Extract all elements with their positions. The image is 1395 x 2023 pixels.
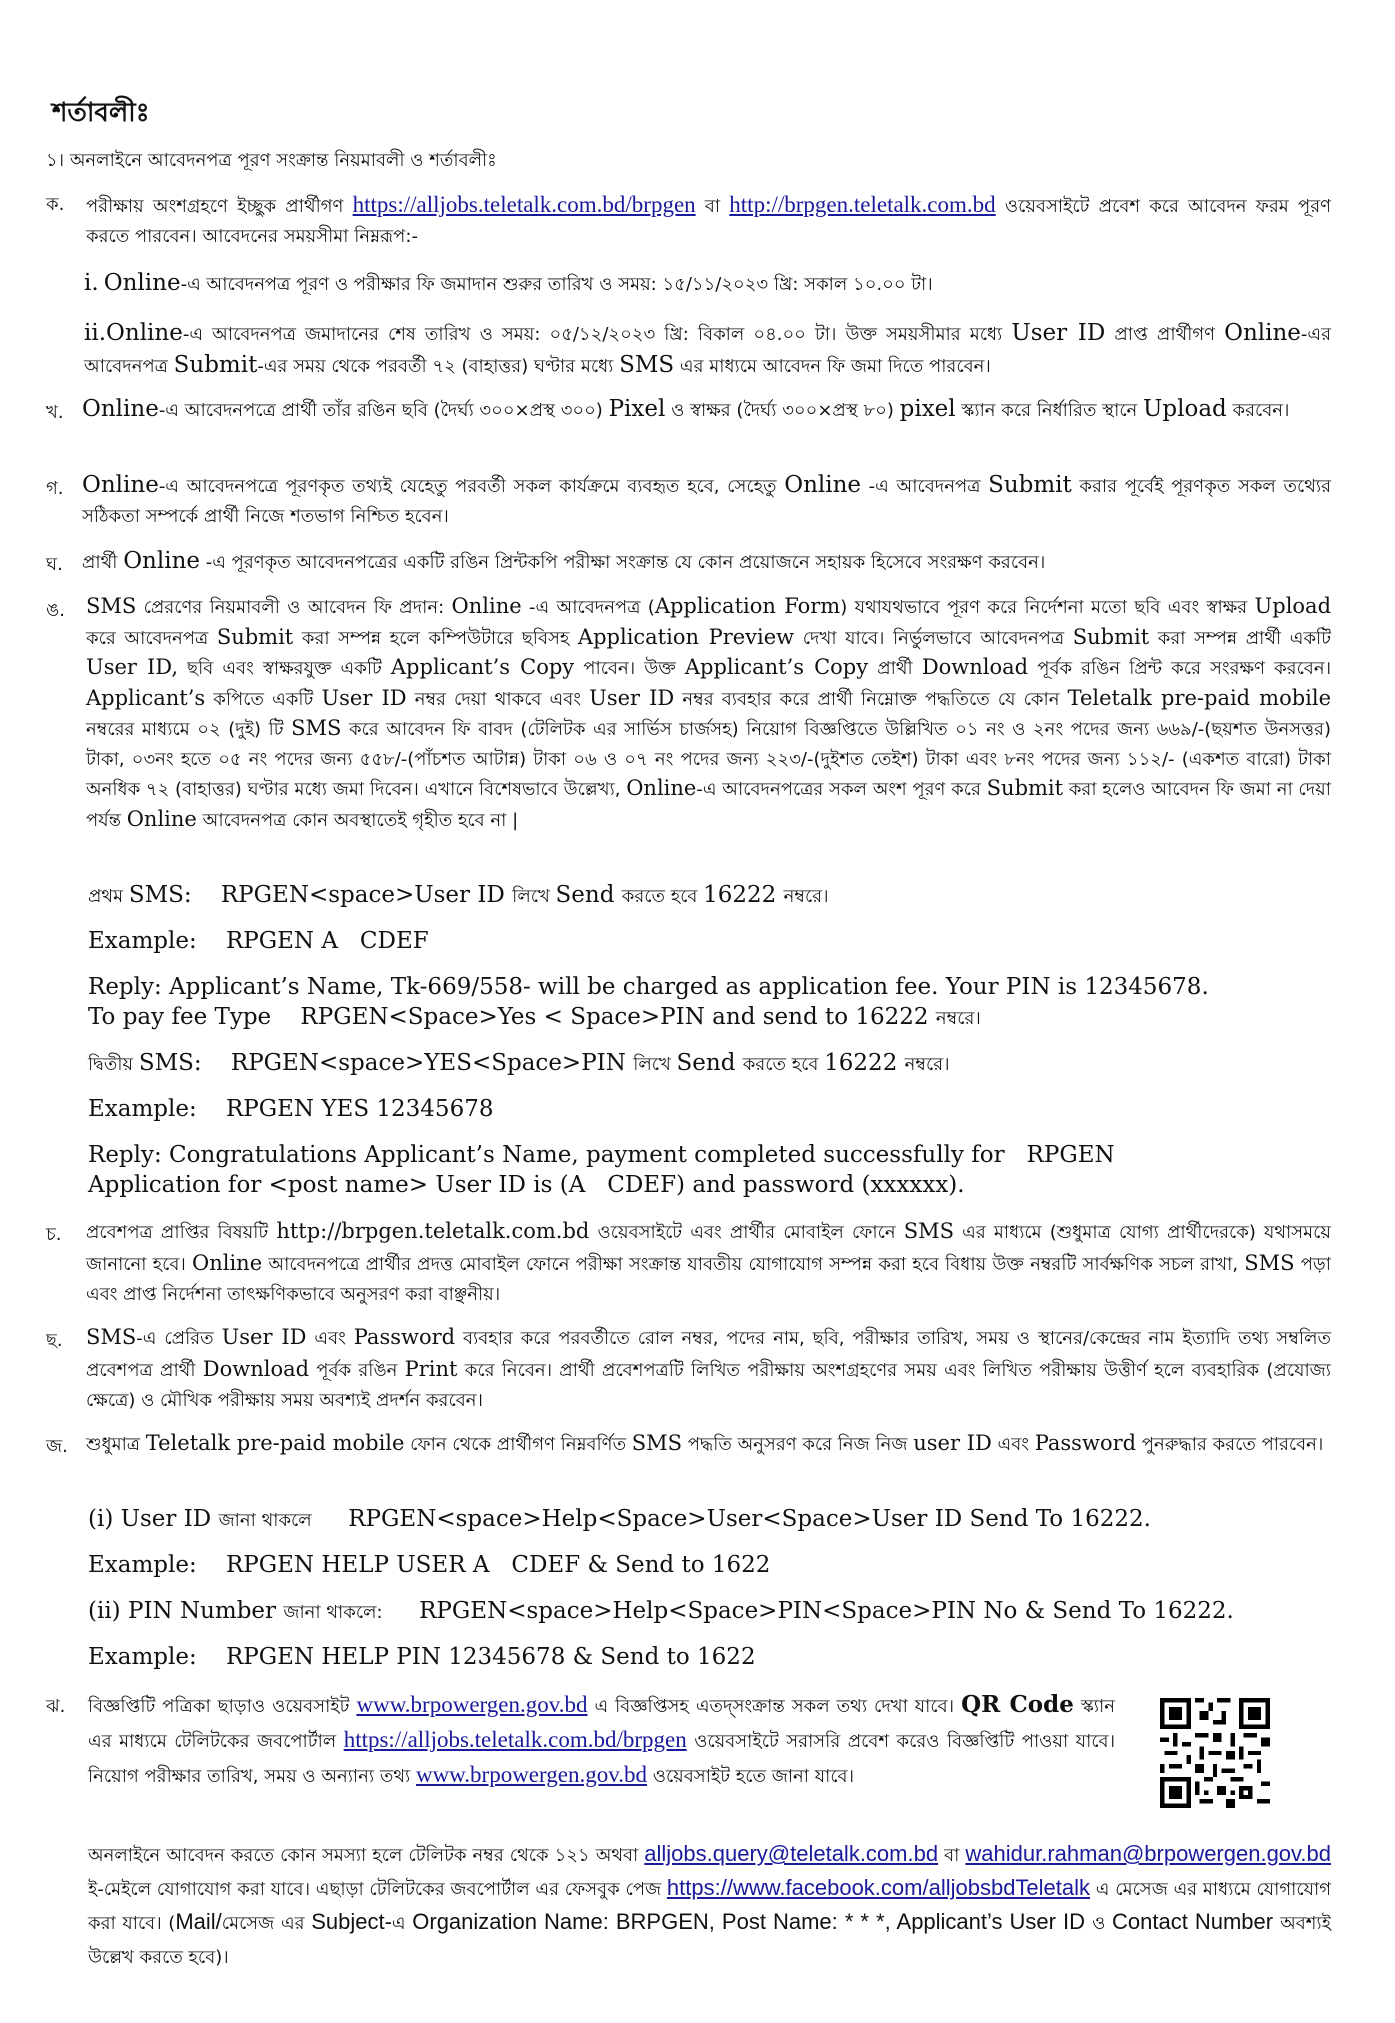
example-4: Example: RPGEN HELP PIN 12345678 & Send to 1622 xyxy=(88,1644,756,1670)
alljobs-link[interactable]: https://alljobs.teletalk.com.bd/brpgen xyxy=(343,1727,687,1752)
clause-label: ক. xyxy=(46,194,65,215)
clause-label: ছ. xyxy=(46,1330,63,1351)
clause-ja: জ. শুধুমাত্র Teletalk pre-paid mobile ফোন থেকে প্রার্থীগণ নিম্নবর্ণিত SMS পদ্ধতি অনুসরণ করে নিজ নিজ user ID এবং Password পুনরুদ্ধার করতে পারবেন। xyxy=(46,1428,1331,1460)
alljobs-link[interactable]: https://alljobs.teletalk.com.bd/brpgen xyxy=(352,192,696,217)
reply-1-line-2: To pay fee Type RPGEN<Space>Yes < Space>PIN and send to 16222 নম্বরে। xyxy=(88,1004,981,1030)
facebook-page-link[interactable]: https://www.facebook.com/alljobsbdTeletalk xyxy=(666,1875,1091,1900)
clause-label: চ. xyxy=(46,1224,62,1245)
reply-1-line-1: Reply: Applicant’s Name, Tk-669/558- will be charged as application fee. Your PIN is 12345678. xyxy=(88,974,1209,1000)
clause-uma: ঙ. SMS প্রেরণের নিয়মাবলী ও আবেদন ফি প্রদান: Online -এ আবেদনপত্র (Application Form) যথাযথভাবে পূরণ করে নির্দেশনা মতো ছবি এবং স্বাক্ষর Upload করে আবেদনপত্র Submit করা সম্পন্ন হলে কম্পিউটারে ছবিসহ Application Preview দেখা যাবে। নির্ভুলভাবে আবেদনপত্র Submit করা সম্পন্ন প্রার্থী একটি User ID, ছবি এবং স্বাক্ষরযুক্ত একটি Applicant’s Copy পাবেন। উক্ত Applicant’s Copy প্রার্থী Download পূর্বক রঙিন প্রিন্ট করে সংরক্ষণ করবেন। Applicant’s কপিতে একটি User ID নম্বর দেয়া থাকবে এবং User ID নম্বর ব্যবহার করে প্রার্থী নিম্নোক্ত পদ্ধতিতে যে কোন Teletalk pre-paid mobile নম্বরের মাধ্যমে ০২ (দুই) টি SMS করে আবেদন ফি বাবদ (টেলিটক এর সার্ভিস চার্জসহ) নিয়োগ বিজ্ঞপ্তিতে উল্লিখিত ০১ নং ও ২নং পদের জন্য ৬৬৯/-(ছয়শত উনসত্তর) টাকা, ০৩নং হতে ০৫ নং পদের জন্য ৫৫৮/-(পাঁচশত আটান্ন) টাকা ০৬ ও ০৭ নং পদের জন্য ২২৩/-(দুইশত তেইশ) টাকা এবং ৮নং পদের জন্য ১১২/- (একশত বারো) টাকা অনধিক ৭২ (বাহাত্তর) ঘণ্টার মধ্যে জমা দিবেন। এখানে বিশেষভাবে উল্লেখ্য, Online-এ আবেদনপত্রের সকল অংশ পূরণ করে Submit করা হলেও আবেদন ফি জমা না দেয়া পর্যন্ত Online আবেদনপত্র কোন অবস্থাতেই গৃহীত হবে না | xyxy=(46,594,1332,831)
recover-user-id: (i) User ID জানা থাকলে RPGEN<space>Help<Space>User<Space>User ID Send To 16222. xyxy=(88,1506,1151,1532)
example-3: Example: RPGEN HELP USER A CDEF & Send to 1622 xyxy=(88,1552,771,1578)
clause-kha: খ. Online-এ আবেদনপত্রে প্রার্থী তাঁর রঙিন ছবি (দৈর্ঘ্য ৩০০×প্রস্থ ৩০০) Pixel ও স্বাক্ষর (দৈর্ঘ্য ৩০০×প্রস্থ ৮০) pixel স্ক্যান করে নির্ধারিত স্থানে Upload করবেন। xyxy=(46,394,1331,426)
brpgen-link[interactable]: http://brpgen.teletalk.com.bd xyxy=(729,192,996,217)
contact-footer: অনলাইনে আবেদন করতে কোন সমস্যা হলে টেলিটক নম্বর থেকে ১২১ অথবা alljobs.query@teletalk.com.bd বা wahidur.rahman@brpowergen.gov.bd ই-মেইলে যোগাযোগ করা যাবে। এছাড়া টেলিটকের জবপোর্টাল এর ফেসবুক পেজ https://www.facebook.com/alljobsbdTeletalk এ মেসেজ এর মাধ্যমে যোগাযোগ করা যাবে। (Mail/মেসেজ এর Subject-এ Organization Name: BRPGEN, Post Name: * * *, Applicant’s User ID ও Contact Number অবশ্যই উল্লেখ করতে হবে)। xyxy=(88,1841,1331,1968)
clause-jha: ঝ. বিজ্ঞপ্তিটি পত্রিকা ছাড়াও ওয়েবসাইট www.brpowergen.gov.bd এ বিজ্ঞপ্তিসহ এতদ্সংক্রান্ত সকল তথ্য দেখা যাবে। QR Code স্ক্যান এর মাধ্যমে টেলিটকের জবপোর্টাল https://alljobs.teletalk.com.bd/brpgen ওয়েবসাইটে সরাসরি প্রবেশ করেও বিজ্ঞপ্তিটি পাওয়া যাবে। নিয়োগ পরীক্ষার তারিখ, সময় ও অন্যান্য তথ্য www.brpowergen.gov.bd ওয়েবসাইট হতে জানা যাবে। xyxy=(46,1691,1116,1787)
teletalk-email-link[interactable]: alljobs.query@teletalk.com.bd xyxy=(644,1841,939,1866)
sms-first-instruction: প্রথম SMS: RPGEN<space>User ID লিখে Send করতে হবে 16222 নম্বরে। xyxy=(88,882,829,908)
sms-second-instruction: দ্বিতীয় SMS: RPGEN<space>YES<Space>PIN লিখে Send করতে হবে 16222 নম্বরে। xyxy=(88,1050,950,1076)
clause-gha: ঘ. প্রার্থী Online -এ পূরণকৃত আবেদনপত্রের একটি রঙিন প্রিন্টকপি পরীক্ষা সংক্রান্ত যে কোন প্রয়োজনে সহায়ক হিসেবে সংরক্ষণ করবেন। xyxy=(46,546,1331,578)
section-1-title: ১। অনলাইনে আবেদনপত্র পূরণ সংক্রান্ত নিয়মাবলী ও শর্তাবলীঃ xyxy=(46,150,497,171)
reply-2-line-1: Reply: Congratulations Applicant’s Name, payment completed successfully for RPGEN xyxy=(88,1142,1115,1168)
example-2: Example: RPGEN YES 12345678 xyxy=(88,1096,494,1122)
clause-label: জ. xyxy=(46,1436,68,1457)
clause-chha: ছ. SMS-এ প্রেরিত User ID এবং Password ব্যবহার করে পরবর্তীতে রোল নম্বর, পদের নাম, ছবি, পরীক্ষার তারিখ, সময় ও স্থানের/কেন্দ্রের নাম ইত্যাদি তথ্য সম্বলিত প্রবেশপত্র প্রার্থী Download পূর্বক রঙিন Print করে নিবেন। প্রার্থী প্রবেশপত্রটি লিখিত পরীক্ষায় অংশগ্রহণের সময় এবং লিখিত পরীক্ষায় উত্তীর্ণ হলে ব্যবহারিক (প্রযোজ্য ক্ষেত্রে) ও মৌখিক পরীক্ষায় সময় অবশ্যই প্রদর্শন করবেন। xyxy=(46,1325,1332,1411)
clause-ka-i: i. Online-এ আবেদনপত্র পূরণ ও পরীক্ষার ফি জমাদান শুরুর তারিখ ও সময়: ১৫/১১/২০২৩ খ্রি: সকাল ১০.০০ টা। xyxy=(84,270,933,296)
clause-ka: ক. পরীক্ষায় অংশগ্রহণে ইচ্ছুক প্রার্থীগণ https://alljobs.teletalk.com.bd/brpgen বা http://brpgen.teletalk.com.bd ওয়েবসাইটে প্রবেশ করে আবেদন ফরম পূরণ করতে পারবেন। আবেদনের সময়সীমা নিম্নরূপ:- xyxy=(46,192,1331,247)
brpowergen-link[interactable]: www.brpowergen.gov.bd xyxy=(415,1762,647,1787)
brpgen-email-link[interactable]: wahidur.rahman@brpowergen.gov.bd xyxy=(965,1841,1331,1866)
example-1: Example: RPGEN A CDEF xyxy=(88,928,429,954)
brpowergen-link[interactable]: www.brpowergen.gov.bd xyxy=(356,1692,588,1717)
clause-label: গ. xyxy=(46,478,64,499)
clause-label: ঝ. xyxy=(46,1696,66,1717)
clause-ka-ii: ii.Online-এ আবেদনপত্র জমাদানের শেষ তারিখ ও সময়: ০৫/১২/২০২৩ খ্রি: বিকাল ০৪.০০ টা। উক্ত সময়সীমার মধ্যে User ID প্রাপ্ত প্রার্থীগণ Online-এর আবেদনপত্র Submit-এর সময় থেকে পরবর্তী ৭২ (বাহাত্তর) ঘণ্টার মধ্যে SMS এর মাধ্যমে আবেদন ফি জমা দিতে পারবেন। xyxy=(84,320,1331,378)
reply-2-line-2: Application for <post name> User ID is (A CDEF) and password (xxxxxx). xyxy=(88,1172,965,1198)
clause-cha: চ. প্রবেশপত্র প্রাপ্তির বিষয়টি http://brpgen.teletalk.com.bd ওয়েবসাইটে এবং প্রার্থীর মোবাইল ফোনে SMS এর মাধ্যমে (শুধুমাত্র যোগ্য প্রার্থীদেরকে) যথাসময়ে জানানো হবে। Online আবেদনপত্রে প্রার্থীর প্রদত্ত মোবাইল ফোনে পরীক্ষা সংক্রান্ত যাবতীয় যোগাযোগ সম্পন্ন করা হবে বিধায় উক্ত নম্বরটি সার্বক্ষণিক সচল রাখা, SMS পড়া এবং প্রাপ্ত নির্দেশনা তাৎক্ষণিকভাবে অনুসরণ করা বাঞ্ছনীয়। xyxy=(46,1219,1331,1305)
conditions-heading: শর্তাবলীঃ xyxy=(52,98,150,128)
qr-code-image xyxy=(1160,1698,1270,1808)
clause-label: ঘ. xyxy=(46,554,63,575)
clause-label: খ. xyxy=(46,402,64,423)
recover-pin: (ii) PIN Number জানা থাকলে: RPGEN<space>Help<Space>PIN<Space>PIN No & Send To 16222. xyxy=(88,1598,1234,1624)
clause-label: ঙ. xyxy=(46,600,65,621)
clause-ga: গ. Online-এ আবেদনপত্রে পূরণকৃত তথ্যই যেহেতু পরবর্তী সকল কার্যক্রমে ব্যবহৃত হবে, সেহেতু Online -এ আবেদনপত্র Submit করার পূর্বেই পূরণকৃত সকল তথ্যের সঠিকতা সম্পর্কে প্রার্থী নিজে শতভাগ নিশ্চিত হবেন। xyxy=(46,472,1332,527)
